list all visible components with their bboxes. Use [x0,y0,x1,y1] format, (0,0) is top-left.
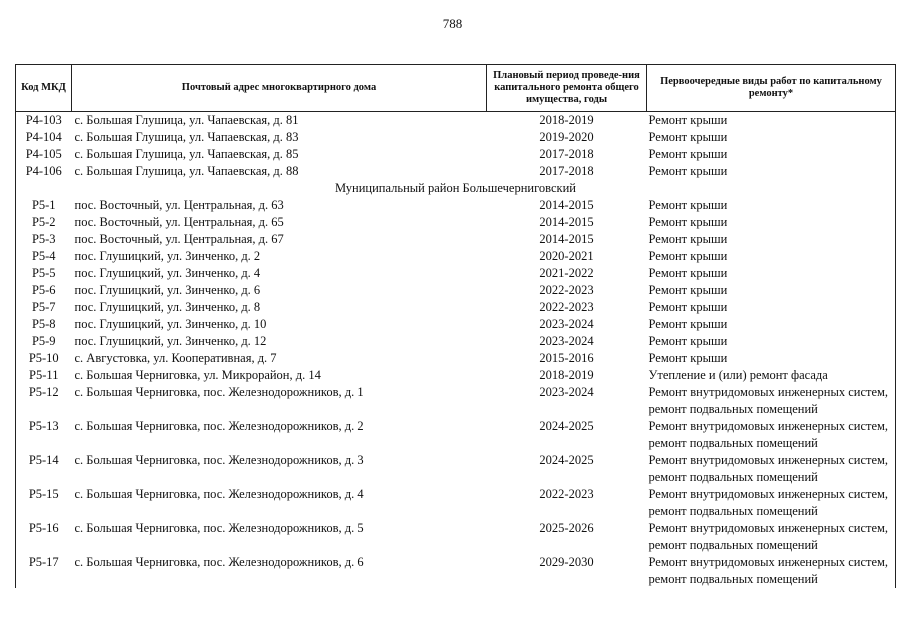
cell-works: Ремонт внутридомовых инженерных систем, ремонт подвальных помещений [647,384,896,418]
cell-address: с. Большая Черниговка, пос. Железнодорожников, д. 4 [74,487,364,501]
cell-code: Р4-103 [16,112,72,130]
cell-address: с. Большая Черниговка, пос. Железнодорожников, д. 3 [74,453,364,467]
table-row [16,486,896,520]
cell-period: 2018-2019 [539,113,594,127]
table-row [16,231,896,248]
cell-address: с. Большая Черниговка, пос. Железнодорожников, д. 2 [74,419,364,433]
cell-works: Ремонт крыши [647,299,896,316]
cell-code: Р5-7 [16,299,72,316]
section-row [16,180,896,197]
cell-works: Ремонт крыши [647,112,896,130]
table-row [16,350,896,367]
cell-works: Ремонт крыши [647,333,896,350]
cell-address: пос. Восточный, ул. Центральная, д. 67 [74,232,284,246]
cell-address: с. Большая Черниговка, пос. Железнодорожников, д. 1 [74,385,364,399]
cell-works: Ремонт крыши [647,350,896,367]
cell-address: с. Большая Черниговка, ул. Микрорайон, д. 14 [74,368,321,382]
cell-address: с. Большая Глушица, ул. Чапаевская, д. 88 [74,164,299,178]
cell-works: Ремонт крыши [647,265,896,282]
header-works: Первоочередные виды работ по капитальному ремонту* [647,65,896,112]
cell-works: Ремонт крыши [647,231,896,248]
cell-period: 2022-2023 [539,487,594,501]
cell-code: Р5-1 [16,197,72,214]
cell-works: Ремонт внутридомовых инженерных систем, ремонт подвальных помещений [647,554,896,588]
cell-address: с. Большая Глушица, ул. Чапаевская, д. 83 [74,130,299,144]
cell-period: 2025-2026 [539,521,594,535]
cell-code: Р5-16 [16,520,72,554]
cell-code: Р5-10 [16,350,72,367]
cell-works: Ремонт крыши [647,129,896,146]
cell-address: с. Большая Черниговка, пос. Железнодорожников, д. 6 [74,555,364,569]
cell-period: 2014-2015 [539,198,594,212]
header-address: Почтовый адрес многоквартирного дома [72,65,487,112]
cell-code: Р5-4 [16,248,72,265]
cell-period: 2019-2020 [539,130,594,144]
cell-period: 2017-2018 [539,147,594,161]
cell-period: 2014-2015 [539,215,594,229]
cell-code: Р5-12 [16,384,72,418]
header-period: Плановый период проведе-ния капитального ремонта общего имущества, годы [487,65,647,112]
cell-works: Ремонт крыши [647,163,896,180]
header-code: Код МКД [16,65,72,112]
cell-code: Р5-14 [16,452,72,486]
cell-code: Р4-104 [16,129,72,146]
cell-period: 2022-2023 [539,283,594,297]
cell-code: Р5-17 [16,554,72,588]
table-row [16,452,896,486]
table-row [16,282,896,299]
table-row [16,384,896,418]
cell-address: с. Большая Черниговка, пос. Железнодорожников, д. 5 [74,521,364,535]
cell-period: 2015-2016 [539,351,594,365]
cell-address: с. Августовка, ул. Кооперативная, д. 7 [74,351,277,365]
cell-address: с. Большая Глушица, ул. Чапаевская, д. 85 [74,147,299,161]
table-row [16,554,896,588]
table-row [16,146,896,163]
table-row [16,316,896,333]
cell-code: Р4-106 [16,163,72,180]
cell-address: пос. Глушицкий, ул. Зинченко, д. 12 [74,334,267,348]
cell-address: пос. Глушицкий, ул. Зинченко, д. 8 [74,300,261,314]
cell-code: Р5-8 [16,316,72,333]
table-row [16,163,896,180]
cell-code: Р5-2 [16,214,72,231]
cell-works: Ремонт внутридомовых инженерных систем, ремонт подвальных помещений [647,486,896,520]
cell-address: пос. Глушицкий, ул. Зинченко, д. 2 [74,249,261,263]
cell-works: Ремонт крыши [647,197,896,214]
cell-period: 2023-2024 [539,317,594,331]
cell-works: Ремонт внутридомовых инженерных систем, ремонт подвальных помещений [647,418,896,452]
cell-address: пос. Восточный, ул. Центральная, д. 65 [74,215,284,229]
table-row [16,520,896,554]
table-row [16,248,896,265]
cell-works: Ремонт крыши [647,282,896,299]
section-title: Муниципальный район Большечерниговский [16,180,896,197]
table-row [16,265,896,282]
cell-code: Р5-3 [16,231,72,248]
cell-code: Р5-5 [16,265,72,282]
cell-code: Р5-11 [16,367,72,384]
table-row [16,197,896,214]
cell-works: Ремонт крыши [647,248,896,265]
cell-period: 2014-2015 [539,232,594,246]
cell-address: пос. Глушицкий, ул. Зинченко, д. 10 [74,317,267,331]
cell-works: Ремонт внутридомовых инженерных систем, ремонт подвальных помещений [647,452,896,486]
table-row [16,367,896,384]
table-row [16,299,896,316]
cell-works: Ремонт крыши [647,214,896,231]
table-row [16,214,896,231]
cell-code: Р5-13 [16,418,72,452]
table-header [16,65,896,112]
table-row [16,333,896,350]
cell-period: 2021-2022 [539,266,594,280]
cell-works: Утепление и (или) ремонт фасада [647,367,896,384]
cell-period: 2020-2021 [539,249,594,263]
capital-repair-table [15,64,896,588]
cell-code: Р5-9 [16,333,72,350]
page-number: 788 [442,16,463,31]
cell-address: пос. Восточный, ул. Центральная, д. 63 [74,198,284,212]
table-body [16,112,896,589]
cell-works: Ремонт крыши [647,146,896,163]
cell-period: 2023-2024 [539,334,594,348]
table-row [16,129,896,146]
table-row [16,418,896,452]
cell-period: 2023-2024 [539,385,594,399]
cell-period: 2022-2023 [539,300,594,314]
cell-address: с. Большая Глушица, ул. Чапаевская, д. 81 [74,113,299,127]
cell-period: 2024-2025 [539,419,594,433]
cell-code: Р5-6 [16,282,72,299]
table-row [16,112,896,130]
cell-period: 2017-2018 [539,164,594,178]
cell-code: Р4-105 [16,146,72,163]
cell-code: Р5-15 [16,486,72,520]
cell-period: 2029-2030 [539,555,594,569]
cell-address: пос. Глушицкий, ул. Зинченко, д. 6 [74,283,261,297]
cell-address: пос. Глушицкий, ул. Зинченко, д. 4 [74,266,261,280]
cell-period: 2024-2025 [539,453,594,467]
cell-works: Ремонт внутридомовых инженерных систем, ремонт подвальных помещений [647,520,896,554]
cell-period: 2018-2019 [539,368,594,382]
cell-works: Ремонт крыши [647,316,896,333]
